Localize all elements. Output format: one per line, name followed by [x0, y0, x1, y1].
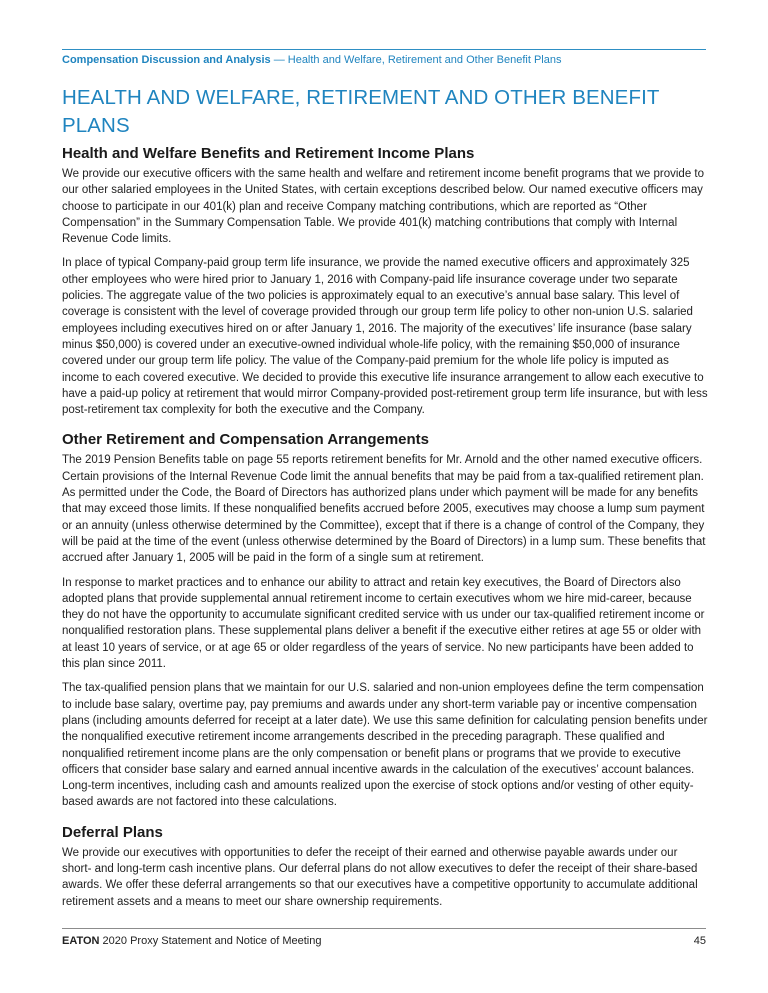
- header-subsection: — Health and Welfare, Retirement and Other Benefit Plans: [270, 54, 562, 66]
- page-content: [62, 84, 708, 918]
- paragraph: We provide our executives with opportunities to defer the receipt of their earned and otherwise payable awards under our short- and long-term cash incentive plans. Our deferral plans do not allow executives to defer the receipt of their share-based awards. We offer these deferral arrangements so that our executives have a competitive opportunity to accumulate additional retirement assets and a means to meet our share ownership requirements.: [62, 846, 698, 908]
- footer-brand: EATON: [62, 935, 100, 947]
- paragraph: The 2019 Pension Benefits table on page 55 reports retirement benefits for Mr. Arnold and the other named executive officers. Certain provisions of the Internal Revenue Code limit the annual benefits that may be paid from a tax-qualified retirement plan. As permitted under the Code, the Board of Directors has authorized plans under which payment will be made for any benefits that may exceed those limits. If these nonqualified benefits accrued before 2005, executives may choose a lump sum payment or an annuity (unless otherwise determined by the Committee), except that if there is a change of control of the Company, they will be paid at the time of the event (unless otherwise determined by the Board of Directors) in a lump sum. These benefits that accrued after January 1, 2005 will be paid in the form of a single sum at retirement.: [62, 454, 706, 565]
- page-title: HEALTH AND WELFARE, RETIREMENT AND OTHER BENEFIT PLANS: [62, 86, 660, 137]
- footer-document-title: 2020 Proxy Statement and Notice of Meeting: [99, 935, 322, 947]
- page-number: 45: [693, 935, 706, 947]
- header-section: Compensation Discussion and Analysis: [62, 54, 271, 66]
- section-heading-other-retirement: Other Retirement and Compensation Arrangements: [62, 431, 430, 449]
- paragraph: In place of typical Company-paid group term life insurance, we provide the named executive officers and approximately 325 other employees who were hired prior to January 1, 2016 with Company-paid life insurance coverage under two separate policies. The aggregate value of the two policies is approximately equal to an executive’s annual base salary. This level of coverage is consistent with the level of coverage provided through our group term life policy to other non-union U.S. salaried employees including executives hired on or after January 1, 2016. The majority of the executives’ life insurance (base salary minus $50,000) is covered under an executive-owned individual whole-life policy, with the remaining $50,000 of insurance covered under our group term life policy. The value of the Company-paid premium for the whole life policy is imputed as income to each covered executive. We decided to provide this executive life insurance arrangement to allow each executive to have a paid-up policy at retirement that would mirror Company-provided post-retirement group term life insurance, but with less post-retirement tax complexity for both the executive and the Company.: [62, 257, 708, 417]
- paragraph: The tax-qualified pension plans that we maintain for our U.S. salaried and non-union employees define the term compensation to include base salary, overtime pay, pay premiums and awards under any short-term variable pay or incentive compensation plans (including amounts deferred for receipt at a later date). We use this same definition for calculating pension benefits under the nonqualified executive retirement income arrangements described in the preceding paragraph. These qualified and nonqualified retirement income plans are the only compensation or benefit plans or programs that we provide to executive officers that consider base salary and earned annual incentive awards in the calculation of the executives’ account balances. Long-term incentives, including cash and amounts realized upon the exercise of stock options and/or vesting of other equity-based awards are not factored into these calculations.: [62, 682, 708, 809]
- paragraph: In response to market practices and to enhance our ability to attract and retain key executives, the Board of Directors also adopted plans that provide supplemental annual retirement income to certain executives whom we hire mid-career, because they do not have the opportunity to accumulate significant credited service with us under our tax-qualified retirement income or nonqualified restoration plans. These supplemental plans deliver a benefit if the executive either retires at age 55 or older with at least 10 years of service, or at age 65 or older regardless of the years of service. No new participants have been added to this plan since 2011.: [62, 576, 705, 671]
- section-heading-deferral-plans: Deferral Plans: [62, 823, 163, 841]
- page-footer: [62, 934, 706, 948]
- running-header: [62, 53, 706, 67]
- header-rule: [62, 49, 706, 50]
- section-heading-health-welfare: Health and Welfare Benefits and Retirement Income Plans: [62, 145, 475, 162]
- footer-rule: [62, 928, 706, 929]
- paragraph: We provide our executive officers with the same health and welfare and retirement income benefit programs that we provide to our other salaried employees in the United States, with certain exceptions described below. Our named executive officers may choose to participate in our 401(k) plan and receive Company matching contributions, which are reported as “Other Compensation” in the Summary Compensation Table. We provide 401(k) matching contributions that comply with Internal Revenue Code limits.: [62, 168, 704, 246]
